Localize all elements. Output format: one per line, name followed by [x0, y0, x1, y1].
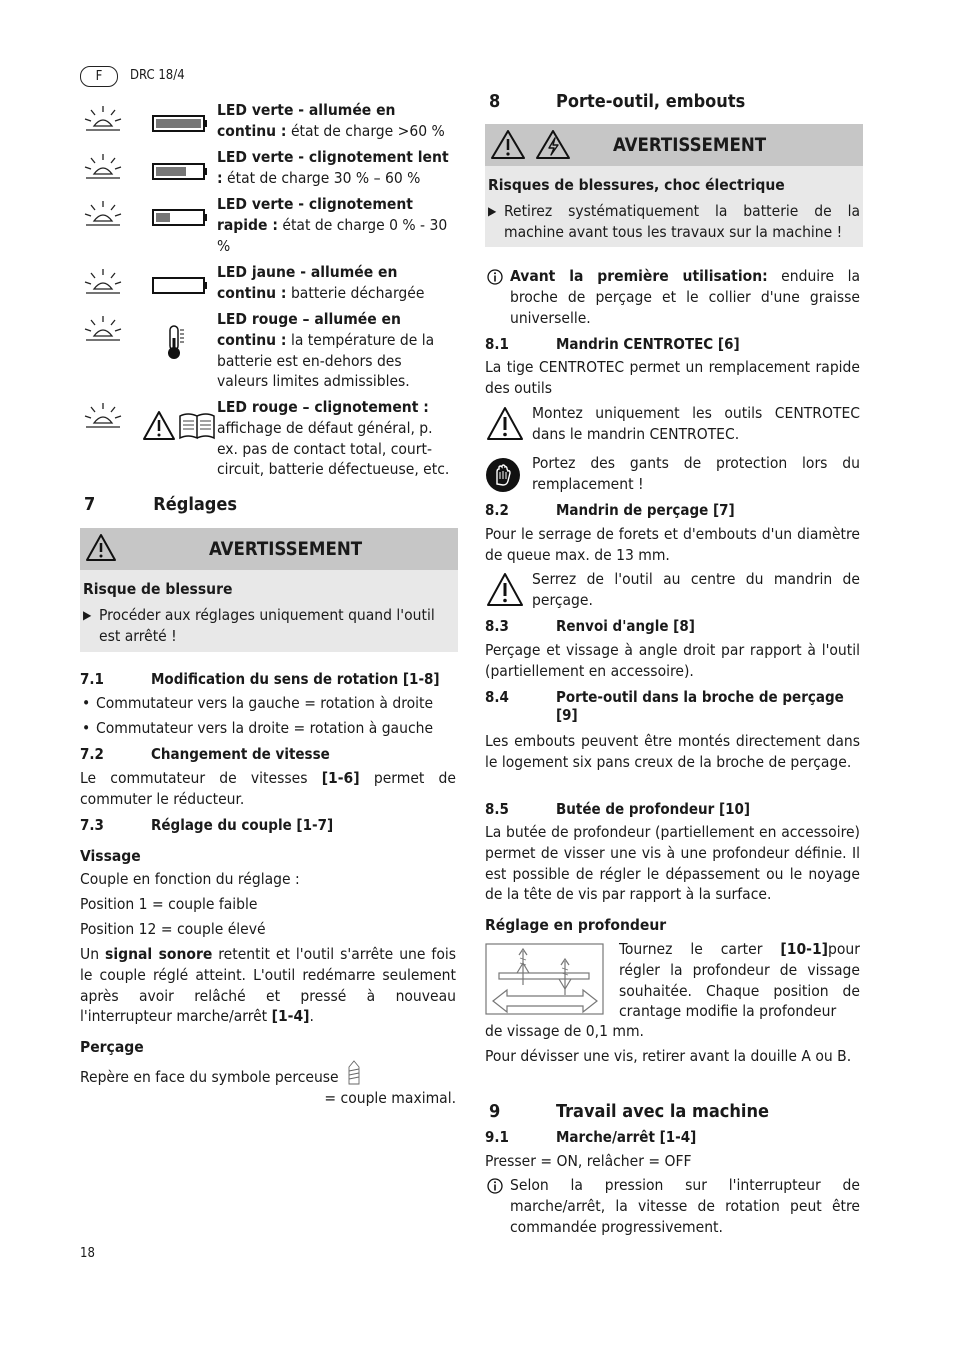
battery-half-icon	[152, 163, 208, 181]
warning-list	[83, 605, 457, 647]
paragraph: de vissage de 0,1 mm.	[485, 1022, 644, 1040]
warning-subtitle: Risques de blessures, choc électrique	[488, 176, 785, 194]
subsection-heading: 9.1 Marche/arrêt [1-4]	[485, 1128, 697, 1146]
paragraph: Pour le serrage de forets et d'embouts d'un diamètre de queue max. de 13 mm.	[485, 525, 860, 564]
warning-label: AVERTISSEMENT	[209, 539, 363, 560]
battery-low-icon	[152, 209, 208, 227]
paragraph: Serrez de l'outil au centre du mandrin de perçage.	[532, 570, 860, 609]
led-row-text: LED rouge – clignotement : affichage de défaut général, p. ex. pas de contact total, court-circuit, batterie défectueuse, etc.	[217, 398, 450, 479]
paragraph: Perçage et vissage à angle droit par rapport à l'outil (partiellement en accessoire).	[485, 641, 860, 680]
depth-adjust-figure	[485, 943, 604, 1015]
subsection-heading: 8.4 Porte-outil dans la broche de perçage [9]	[485, 688, 844, 724]
paragraph: Pour dévisser une vis, retirer avant la douille A ou B.	[485, 1047, 852, 1065]
info-icon	[487, 1178, 503, 1194]
warning-label: AVERTISSEMENT	[613, 135, 767, 156]
paragraph: Le commutateur de vitesses [1-6] permet de commuter le réducteur.	[80, 769, 456, 808]
led-row-text: LED verte - clignotement lent : état de charge 30 % – 60 %	[217, 148, 449, 187]
led-light-icon	[82, 401, 124, 431]
model-name: DRC 18/4	[130, 68, 185, 83]
warning-header	[80, 528, 458, 570]
warning-triangle-icon	[486, 406, 524, 442]
subsection-heading: 7.3 Réglage du couple [1-7]	[80, 816, 334, 834]
led-light-icon	[82, 152, 124, 182]
sub-title: Perçage	[80, 1038, 144, 1056]
warning-triangle-icon	[85, 533, 117, 563]
thermometer-icon	[165, 324, 187, 360]
header-language-badge	[80, 66, 118, 87]
led-light-icon	[82, 104, 124, 134]
info-paragraph: Selon la pression sur l'interrupteur de marche/arrêt, la vitesse de rotation peut être commandée progressivement.	[510, 1176, 860, 1236]
paragraph: Couple en fonction du réglage :	[80, 870, 300, 888]
led-row-text: LED rouge – allumée en continu : la température de la batterie est en-dehors des valeurs limites admissibles.	[217, 310, 435, 391]
subsection-heading: 7.2 Changement de vitesse	[80, 745, 330, 763]
led-row-text: LED verte - clignotement rapide : état de charge 0 % - 30 %	[217, 195, 448, 255]
warning-item: ▶ Procéder aux réglages uniquement quand l'outil est arrêté !	[83, 605, 457, 647]
warning-subtitle: Risque de blessure	[83, 580, 233, 598]
paragraph: Montez uniquement les outils CENTROTEC dans le mandrin CENTROTEC.	[532, 404, 860, 443]
paragraph: La tige CENTROTEC permet un remplacement rapide des outils	[485, 358, 860, 397]
electric-shock-icon	[535, 129, 571, 161]
paragraph: Les embouts peuvent être montés directement dans le logement six pans creux de la broche de perçage.	[485, 732, 860, 771]
section-heading: 8 Porte-outil, embouts	[489, 91, 746, 112]
paragraph: Portez des gants de protection lors du remplacement !	[532, 454, 860, 493]
paragraph: Repère en face du symbole perceuse = couple maximal.	[80, 1060, 456, 1109]
paragraph: Position 1 = couple faible	[80, 895, 258, 913]
info-icon	[487, 269, 503, 285]
warning-list	[488, 201, 860, 243]
led-row-text: LED verte - allumée en continu : état de charge >60 %	[217, 101, 445, 140]
subsection-heading: 7.1 Modification du sens de rotation [1-8]	[80, 670, 440, 688]
warning-box	[485, 124, 863, 247]
subsection-heading: 8.3 Renvoi d'angle [8]	[485, 617, 695, 635]
paragraph: Presser = ON, relâcher = OFF	[485, 1152, 692, 1170]
list-item: • Commutateur vers la gauche = rotation à droite	[80, 693, 460, 714]
battery-empty-icon	[152, 277, 208, 295]
paragraph: La butée de profondeur (partiellement en accessoire) permet de visser une vis à une profondeur définie. Il est possible de régler le dépassement ou le noyage de la tête de vis par rapport à la surface.	[485, 823, 860, 904]
subsection-heading: 8.2 Mandrin de perçage [7]	[485, 501, 735, 519]
warning-item: ▶ Retirez systématiquement la batterie de la machine avant tous les travaux sur la machine !	[488, 201, 860, 243]
subsection-heading: 8.1 Mandrin CENTROTEC [6]	[485, 335, 740, 353]
led-row-text: LED jaune - allumée en continu : batterie déchargée	[217, 263, 425, 302]
list-item: • Commutateur vers la droite = rotation à gauche	[80, 718, 460, 739]
warning-triangle-icon	[486, 572, 524, 608]
battery-full-icon	[152, 115, 208, 133]
paragraph: Tournez le carter [10-1]pour régler la profondeur de vissage souhaitée. Chaque position de crantage modifie la profondeur	[619, 940, 860, 1021]
led-light-icon	[82, 314, 124, 344]
gloves-icon	[485, 457, 521, 493]
warning-manual-icon	[143, 410, 217, 442]
led-light-icon	[82, 199, 124, 229]
drill-symbol-icon	[347, 1060, 361, 1086]
language-code: F	[95, 69, 103, 84]
section-heading: 9 Travail avec la machine	[489, 1101, 769, 1122]
sub-title: Réglage en profondeur	[485, 916, 667, 934]
subsection-heading: 8.5 Butée de profondeur [10]	[485, 800, 751, 818]
info-paragraph: Avant la première utilisation: enduire la broche de perçage et le collier d'une graisse universelle.	[510, 267, 860, 327]
sub-title: Vissage	[80, 847, 141, 865]
paragraph: Position 12 = couple élevé	[80, 920, 266, 938]
page-number: 18	[80, 1246, 95, 1261]
section-heading: 7 Réglages	[84, 494, 238, 515]
warning-box	[80, 528, 458, 652]
paragraph: Un signal sonore retentit et l'outil s'arrête une fois le couple réglé atteint. L'outil redémarre seulement après avoir relâché et pressé à nouveau l'interrupteur marche/arrêt [1-4].	[80, 945, 457, 1026]
warning-triangle-icon	[490, 129, 526, 161]
led-light-icon	[82, 267, 124, 297]
bullet-list	[80, 693, 460, 743]
warning-header	[485, 124, 863, 166]
